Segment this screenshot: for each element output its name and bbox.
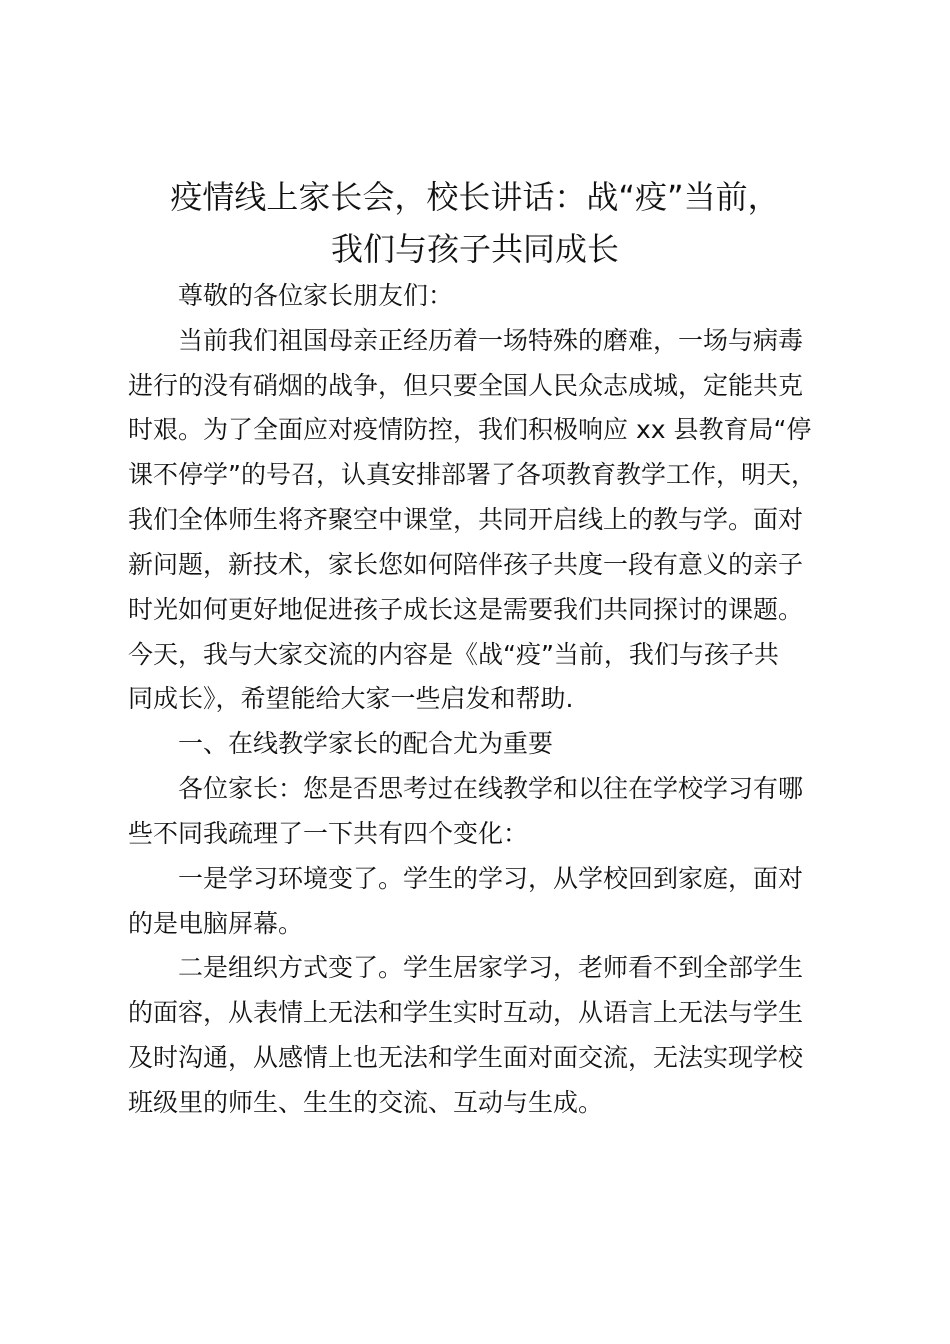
paragraph-line: 及时沟通，从感情上也无法和学生面对面交流，无法实现学校 bbox=[128, 1043, 804, 1072]
document-title-line-1: 疫情线上家长会，校长讲话：战“疫”当前， bbox=[170, 178, 780, 216]
paragraph-line: 时光如何更好地促进孩子成长这是需要我们共同探讨的课题。 bbox=[128, 595, 804, 624]
paragraph-line: 新问题，新技术，家长您如何陪伴孩子共度一段有意义的亲子 bbox=[128, 550, 804, 579]
paragraph-line: 一是学习环境变了。学生的学习，从学校回到家庭，面对 bbox=[178, 864, 804, 893]
document-title-line-2: 我们与孩子共同成长 bbox=[330, 230, 619, 268]
section-heading: 一、在线教学家长的配合尤为重要 bbox=[178, 729, 554, 758]
paragraph-line: 当前我们祖国母亲正经历着一场特殊的磨难，一场与病毒 bbox=[178, 326, 804, 355]
paragraph-line: 今天，我与大家交流的内容是《战“疫”当前，我们与孩子共 bbox=[128, 640, 779, 669]
salutation: 尊敬的各位家长朋友们： bbox=[178, 281, 454, 310]
paragraph-line: 同成长》，希望能给大家一些启发和帮助. bbox=[128, 684, 574, 713]
paragraph-line: 我们全体师生将齐聚空中课堂，共同开启线上的教与学。面对 bbox=[128, 505, 804, 534]
paragraph-line: 班级里的师生、生生的交流、互动与生成。 bbox=[128, 1088, 604, 1117]
paragraph-line: 的是电脑屏幕。 bbox=[128, 909, 304, 938]
paragraph-line: 时艰。为了全面应对疫情防控，我们积极响应 xx 县教育局“停 bbox=[128, 415, 812, 444]
paragraph-line: 进行的没有硝烟的战争，但只要全国人民众志成城，定能共克 bbox=[128, 371, 804, 400]
paragraph-line: 些不同我疏理了一下共有四个变化： bbox=[128, 819, 529, 848]
paragraph-line: 二是组织方式变了。学生居家学习，老师看不到全部学生 bbox=[178, 953, 804, 982]
paragraph-line: 各位家长：您是否思考过在线教学和以往在学校学习有哪 bbox=[178, 774, 804, 803]
paragraph-line: 课不停学”的号召，认真安排部署了各项教育教学工作，明天， bbox=[128, 460, 816, 489]
paragraph-line: 的面容，从表情上无法和学生实时互动，从语言上无法与学生 bbox=[128, 998, 804, 1027]
